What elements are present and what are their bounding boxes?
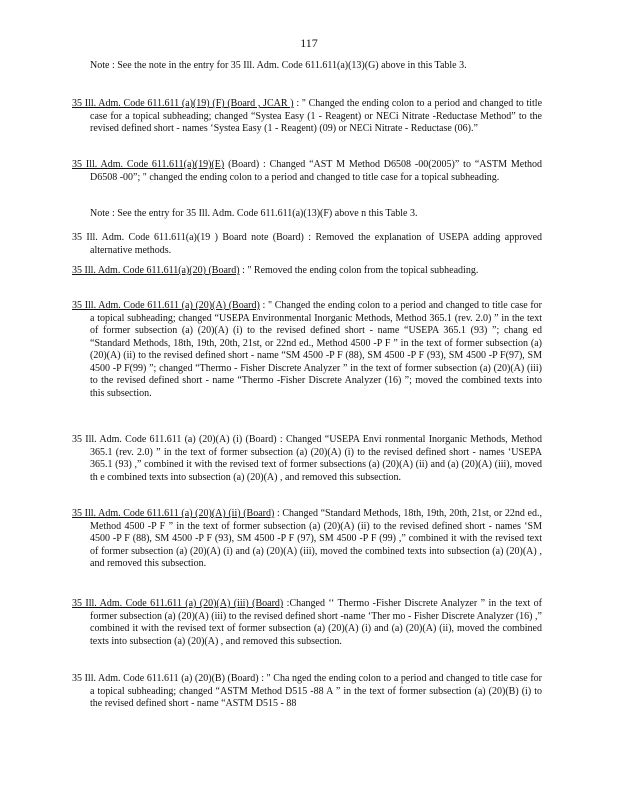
- amendment-entry-20a: [72, 300, 542, 400]
- entry-text: : Removed the explanation of USEPA adding approved alternative methods.: [90, 232, 543, 256]
- amendment-entry-20a-i: [72, 434, 542, 484]
- note-entry-1: [90, 60, 542, 73]
- amendment-entry-19e: [72, 159, 542, 184]
- amendment-entry-20: [72, 265, 542, 278]
- entry-citation: 35 Ill. Adm. Code 611.611 (a)(19) (F) (Board , JCAR ): [72, 98, 294, 109]
- entry-text: :Changed ‘‘ Thermo -Fisher Discrete Analyzer ” in the text of former subsection (a) (20)(A) (iii) to the revised defined short -name ‘Ther mo - Fisher Discrete Analyzer (16) ,” combined it with the revised text of former subsection (a) (20)(A) (i) and (a) (20)(A) (ii), moved the combined texts into subsection (a) (20)(A) , and removed this subsection.: [90, 598, 543, 647]
- note-entry-2: [90, 208, 542, 221]
- entry-citation: 35 Ill. Adm. Code 611.611 (a) (20)(B) (Board): [72, 673, 259, 684]
- note-text: Note : See the entry for 35 Ill. Adm. Code 611.611(a)(13)(F) above n this Table 3.: [90, 208, 418, 219]
- entry-citation: 35 Ill. Adm. Code 611.611(a)(20) (Board): [72, 265, 240, 276]
- entry-citation: 35 Ill. Adm. Code 611.611 (a) (20)(A) (i) (Board): [72, 434, 277, 445]
- entry-citation: 35 Ill. Adm. Code 611.611(a)(19)(E): [72, 159, 225, 170]
- entry-text: : Changed “USEPA Envi ronmental Inorganic Methods, Method 365.1 (rev. 2.0) ” in the text of former subsection (a) (20)(A) (i) to the revised defined short - names ‘USEPA 365.1 (93) ,” combined it with the revised text of former subsections (a) (20)(A) (ii) and (a) (20)(A) (iii), moved th e combined texts into subsection (a) (20)(A) , and removed this subsection.: [90, 434, 543, 483]
- amendment-entry-20a-iii: [72, 598, 542, 648]
- entry-text: : " Changed the ending colon to a period and changed to title case for a topical subheading; changed “Systea Easy (1 - Reagent) or NECi Nitrate -Reductase Method” to the revised defined short - names ‘Systea Easy (1 - Reagent) (09) or NECi Nitrate - Reductase (06).”: [90, 98, 543, 134]
- amendment-entry-20a-ii: [72, 508, 542, 571]
- note-text: Note : See the note in the entry for 35 Ill. Adm. Code 611.611(a)(13)(G) above in this Table 3.: [90, 60, 467, 71]
- amendment-entry-20b: [72, 673, 542, 711]
- entry-text: : Changed “Standard Methods, 18th, 19th, 20th, 21st, or 22nd ed., Method 4500 -P F ” in the text of former subsection (a) (20)(A) (ii) to the revised defined short - names ‘SM 4500 -P F (88), SM 4500 -P F (93), SM 4500 -P F (97), SM 4500 -P F (99) ,” combined it with the revised text of former subsection (a) (20)(A) (i) and (a) (20)(A) (iii), moved the combined texts into subsection (a) (20)(A) , and removed this subsection.: [90, 508, 542, 569]
- amendment-entry-19f: [72, 98, 542, 136]
- entry-citation: 35 Ill. Adm. Code 611.611 (a) (20)(A) (iii) (Board): [72, 598, 284, 609]
- entry-text: : " Cha nged the ending colon to a period and changed to title case for a topical subheading; changed “ASTM Method D515 -88 A ” in the text of former subsection (a) (20)(B) (i) to the revised defined short - name “ASTM D515 - 88: [90, 673, 543, 709]
- entry-text: : " Removed the ending colon from the topical subheading.: [242, 265, 479, 276]
- entry-citation: 35 Ill. Adm. Code 611.611 (a) (20)(A) (Board): [72, 300, 260, 311]
- amendment-entry-19-board-note: [72, 232, 542, 257]
- entry-citation: 35 Ill. Adm. Code 611.611(a)(19 ) Board note (Board): [72, 232, 304, 243]
- entry-text: : " Changed the ending colon to a period and changed to title case for a topical subheading; changed “USEPA Environmental Inorganic Methods, Method 365.1 (rev. 2.0) ” in the text of former subsection (a) (20)(A) (i) to the revised defined short - name “USEPA 365.1 (93) ”; chang ed “Standard Methods, 18th, 19th, 20th, 21st, or 22nd ed., Method 4500 -P F ” in the text of former subsection (a) (20)(A) (ii) to the revised defined short - name “SM 4500 -P F (88), SM 4500 -P F (93), SM 4500 -P F(97), SM 4500 -P F(99) ”; changed “Thermo - Fisher Discrete Analyzer ” in the text of former subsection (a) (20)(A) (iii) to the revised defined short - name “Thermo -Fisher Discrete Analyzer (16) ”; moved the combined texts into this subsection.: [90, 300, 543, 399]
- page-number: 117: [300, 36, 318, 50]
- entry-text: (Board) : Changed “AST M Method D6508 -00(2005)” to “ASTM Method D6508 -00”; " changed the ending colon to a period and changed to title case for a topical subheading.: [90, 159, 543, 183]
- entry-citation: 35 Ill. Adm. Code 611.611 (a) (20)(A) (ii) (Board): [72, 508, 275, 519]
